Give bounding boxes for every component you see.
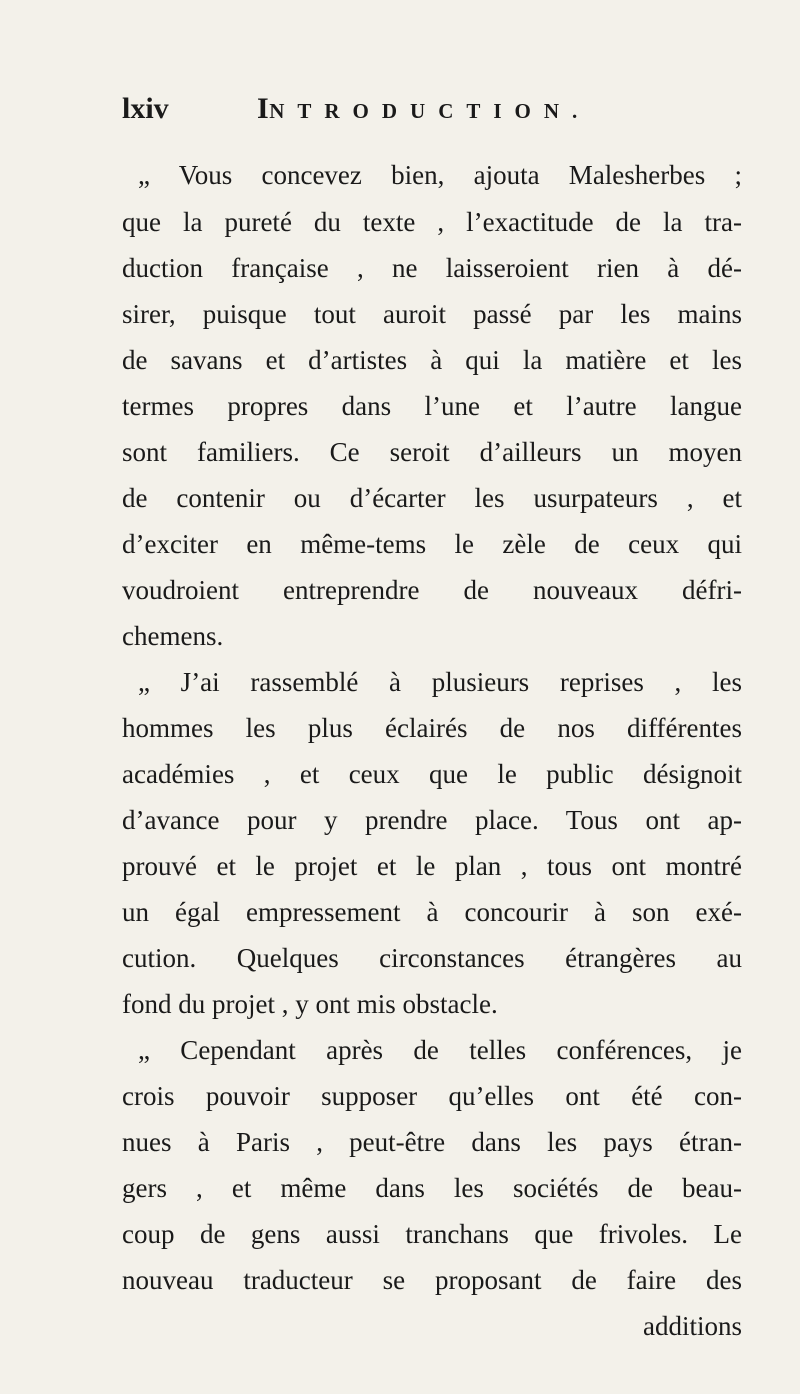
text-line: duction française , ne laisseroient rien à dé- — [122, 253, 742, 283]
running-title — [257, 92, 590, 126]
text-line: d’exciter en même-tems le zèle de ceux qui — [122, 529, 742, 559]
catchword: additions — [643, 1311, 742, 1341]
page-header — [122, 92, 742, 132]
text-line: termes propres dans l’une et l’autre langue — [122, 391, 742, 421]
text-line: fond du projet , y ont mis obstacle. — [122, 989, 498, 1019]
running-title-initial: I — [257, 92, 270, 125]
page-number: lxiv — [122, 92, 169, 125]
text-line: chemens. — [122, 621, 224, 651]
text-line: „ Vous concevez bien, ajouta Malesherbes ; — [138, 160, 742, 190]
text-line: hommes les plus éclairés de nos différentes — [122, 713, 742, 743]
text-line: de savans et d’artistes à qui la matière et les — [122, 345, 742, 375]
text-line: „ J’ai rassemblé à plusieurs reprises , les — [138, 667, 742, 697]
text-line: d’avance pour y prendre place. Tous ont ap- — [122, 805, 742, 835]
text-line: sirer, puisque tout auroit passé par les mains — [122, 299, 742, 329]
text-line: „ Cependant après de telles conférences, je — [138, 1035, 742, 1065]
text-line: crois pouvoir supposer qu’elles ont été con- — [122, 1081, 742, 1111]
text-line: cution. Quelques circonstances étrangères au — [122, 943, 742, 973]
text-line: prouvé et le projet et le plan , tous ont montré — [122, 851, 742, 881]
text-line: un égal empressement à concourir à son exé- — [122, 897, 742, 927]
text-line: voudroient entreprendre de nouveaux défri- — [122, 575, 742, 605]
text-line: coup de gens aussi tranchans que frivoles. Le — [122, 1219, 742, 1249]
text-line: sont familiers. Ce seroit d’ailleurs un moyen — [122, 437, 742, 467]
text-line: nues à Paris , peut-être dans les pays étran- — [122, 1127, 742, 1157]
text-line: de contenir ou d’écarter les usurpateurs , et — [122, 483, 742, 513]
text-line: nouveau traducteur se proposant de faire des — [122, 1265, 742, 1295]
text-line: académies , et ceux que le public désignoit — [122, 759, 742, 789]
running-title-rest: NTRODUCTION. — [269, 99, 591, 123]
text-line: que la pureté du texte , l’exactitude de la tra- — [122, 207, 742, 237]
text-line: gers , et même dans les sociétés de beau- — [122, 1173, 742, 1203]
